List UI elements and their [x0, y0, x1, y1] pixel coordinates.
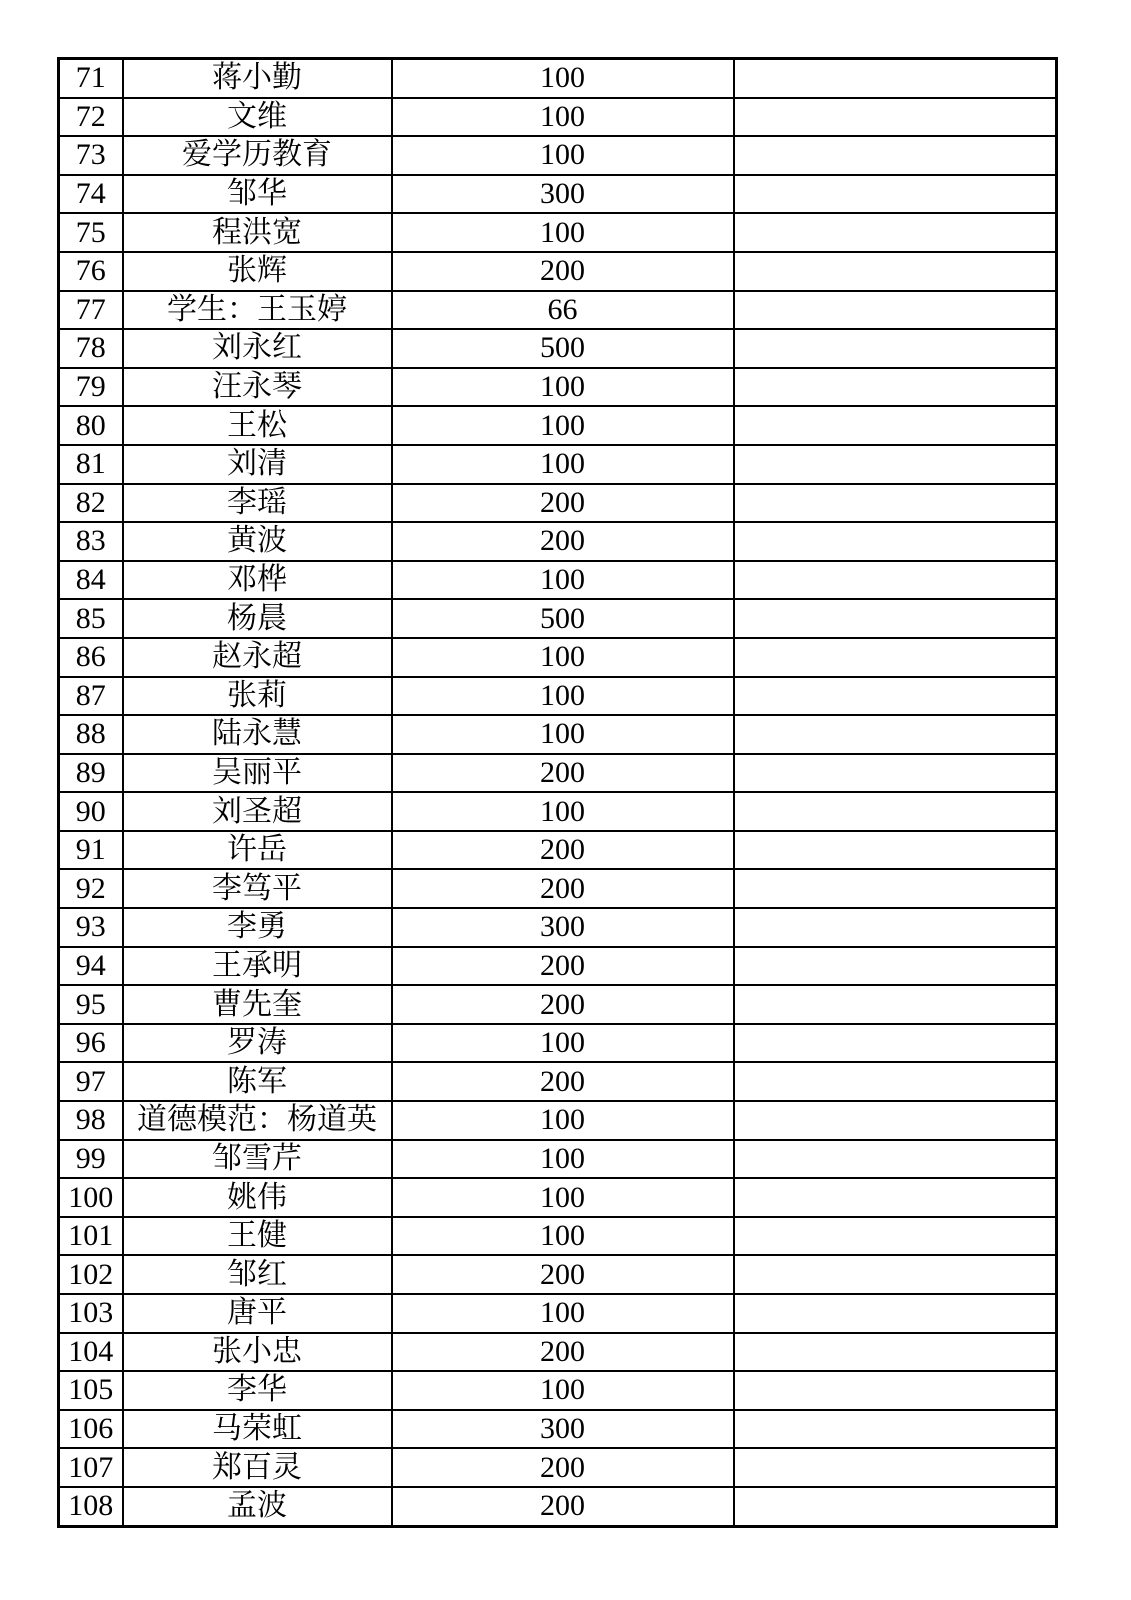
table-row: [59, 1062, 1057, 1101]
note-cell: [734, 792, 1057, 831]
table-row: [59, 985, 1057, 1024]
amount-cell: 100: [392, 677, 734, 716]
note-cell: [734, 599, 1057, 638]
amount-cell: 100: [392, 1294, 734, 1333]
table-row: [59, 1255, 1057, 1294]
table-row: [59, 98, 1057, 137]
document-page: [57, 57, 1058, 1528]
amount-cell: 200: [392, 1448, 734, 1487]
name-cell: 邓桦: [123, 561, 392, 600]
table-row: [59, 1448, 1057, 1487]
table-row: [59, 908, 1057, 947]
name-cell: 姚伟: [123, 1178, 392, 1217]
table-row: [59, 406, 1057, 445]
table-row: [59, 329, 1057, 368]
note-cell: [734, 291, 1057, 330]
name-cell: 陆永慧: [123, 715, 392, 754]
row-number-cell: 98: [59, 1101, 123, 1140]
note-cell: [734, 1487, 1057, 1526]
row-number-cell: 71: [59, 59, 123, 98]
note-cell: [734, 1371, 1057, 1410]
row-number-cell: 86: [59, 638, 123, 677]
row-number-cell: 90: [59, 792, 123, 831]
amount-cell: 100: [392, 213, 734, 252]
name-cell: 黄波: [123, 522, 392, 561]
row-number-cell: 85: [59, 599, 123, 638]
row-number-cell: 94: [59, 947, 123, 986]
amount-cell: 300: [392, 908, 734, 947]
note-cell: [734, 715, 1057, 754]
donation-table: [57, 57, 1058, 1528]
row-number-cell: 79: [59, 368, 123, 407]
row-number-cell: 83: [59, 522, 123, 561]
table-row: [59, 599, 1057, 638]
note-cell: [734, 754, 1057, 793]
amount-cell: 100: [392, 561, 734, 600]
row-number-cell: 102: [59, 1255, 123, 1294]
amount-cell: 100: [392, 1371, 734, 1410]
table-row: [59, 1371, 1057, 1410]
name-cell: 程洪宽: [123, 213, 392, 252]
name-cell: 王松: [123, 406, 392, 445]
amount-cell: 100: [392, 1140, 734, 1179]
table-row: [59, 869, 1057, 908]
name-cell: 曹先奎: [123, 985, 392, 1024]
amount-cell: 100: [392, 368, 734, 407]
table-row: [59, 368, 1057, 407]
row-number-cell: 84: [59, 561, 123, 600]
table-row: [59, 1294, 1057, 1333]
table-body: [59, 59, 1057, 1527]
note-cell: [734, 908, 1057, 947]
name-cell: 邹红: [123, 1255, 392, 1294]
row-number-cell: 93: [59, 908, 123, 947]
amount-cell: 200: [392, 947, 734, 986]
name-cell: 王承明: [123, 947, 392, 986]
name-cell: 刘圣超: [123, 792, 392, 831]
note-cell: [734, 985, 1057, 1024]
row-number-cell: 108: [59, 1487, 123, 1526]
amount-cell: 300: [392, 1410, 734, 1449]
note-cell: [734, 831, 1057, 870]
amount-cell: 100: [392, 445, 734, 484]
amount-cell: 500: [392, 599, 734, 638]
name-cell: 李瑶: [123, 484, 392, 523]
name-cell: 孟波: [123, 1487, 392, 1526]
amount-cell: 500: [392, 329, 734, 368]
note-cell: [734, 1101, 1057, 1140]
name-cell: 张辉: [123, 252, 392, 291]
note-cell: [734, 869, 1057, 908]
name-cell: 许岳: [123, 831, 392, 870]
name-cell: 张小忠: [123, 1333, 392, 1372]
note-cell: [734, 213, 1057, 252]
amount-cell: 100: [392, 715, 734, 754]
note-cell: [734, 947, 1057, 986]
note-cell: [734, 445, 1057, 484]
amount-cell: 200: [392, 252, 734, 291]
row-number-cell: 95: [59, 985, 123, 1024]
table-row: [59, 136, 1057, 175]
table-row: [59, 59, 1057, 98]
name-cell: 邹雪芹: [123, 1140, 392, 1179]
table-row: [59, 522, 1057, 561]
name-cell: 马荣虹: [123, 1410, 392, 1449]
table-row: [59, 484, 1057, 523]
amount-cell: 200: [392, 831, 734, 870]
table-row: [59, 792, 1057, 831]
table-row: [59, 1178, 1057, 1217]
note-cell: [734, 59, 1057, 98]
row-number-cell: 76: [59, 252, 123, 291]
note-cell: [734, 484, 1057, 523]
table-row: [59, 1217, 1057, 1256]
amount-cell: 100: [392, 98, 734, 137]
row-number-cell: 106: [59, 1410, 123, 1449]
table-row: [59, 715, 1057, 754]
amount-cell: 100: [392, 638, 734, 677]
row-number-cell: 104: [59, 1333, 123, 1372]
amount-cell: 200: [392, 484, 734, 523]
row-number-cell: 99: [59, 1140, 123, 1179]
name-cell: 刘永红: [123, 329, 392, 368]
note-cell: [734, 98, 1057, 137]
table-row: [59, 754, 1057, 793]
amount-cell: 66: [392, 291, 734, 330]
row-number-cell: 89: [59, 754, 123, 793]
table-row: [59, 291, 1057, 330]
amount-cell: 300: [392, 175, 734, 214]
name-cell: 李勇: [123, 908, 392, 947]
amount-cell: 100: [392, 1217, 734, 1256]
table-row: [59, 252, 1057, 291]
note-cell: [734, 1217, 1057, 1256]
table-row: [59, 1333, 1057, 1372]
row-number-cell: 81: [59, 445, 123, 484]
row-number-cell: 72: [59, 98, 123, 137]
name-cell: 罗涛: [123, 1024, 392, 1063]
note-cell: [734, 1410, 1057, 1449]
table-row: [59, 1101, 1057, 1140]
note-cell: [734, 1140, 1057, 1179]
name-cell: 邹华: [123, 175, 392, 214]
note-cell: [734, 329, 1057, 368]
row-number-cell: 96: [59, 1024, 123, 1063]
name-cell: 李笃平: [123, 869, 392, 908]
note-cell: [734, 252, 1057, 291]
row-number-cell: 97: [59, 1062, 123, 1101]
table-row: [59, 1410, 1057, 1449]
row-number-cell: 101: [59, 1217, 123, 1256]
name-cell: 道德模范：杨道英: [123, 1101, 392, 1140]
note-cell: [734, 638, 1057, 677]
row-number-cell: 105: [59, 1371, 123, 1410]
name-cell: 蒋小勤: [123, 59, 392, 98]
table-row: [59, 1487, 1057, 1526]
amount-cell: 100: [392, 406, 734, 445]
name-cell: 吴丽平: [123, 754, 392, 793]
amount-cell: 100: [392, 1024, 734, 1063]
note-cell: [734, 1024, 1057, 1063]
row-number-cell: 88: [59, 715, 123, 754]
note-cell: [734, 1062, 1057, 1101]
name-cell: 陈军: [123, 1062, 392, 1101]
amount-cell: 100: [392, 59, 734, 98]
row-number-cell: 74: [59, 175, 123, 214]
name-cell: 张莉: [123, 677, 392, 716]
table-row: [59, 831, 1057, 870]
row-number-cell: 77: [59, 291, 123, 330]
table-row: [59, 561, 1057, 600]
amount-cell: 200: [392, 985, 734, 1024]
note-cell: [734, 561, 1057, 600]
name-cell: 赵永超: [123, 638, 392, 677]
row-number-cell: 100: [59, 1178, 123, 1217]
row-number-cell: 82: [59, 484, 123, 523]
name-cell: 刘清: [123, 445, 392, 484]
amount-cell: 200: [392, 1062, 734, 1101]
note-cell: [734, 175, 1057, 214]
amount-cell: 100: [392, 792, 734, 831]
table-row: [59, 638, 1057, 677]
note-cell: [734, 1255, 1057, 1294]
amount-cell: 100: [392, 1101, 734, 1140]
table-row: [59, 445, 1057, 484]
amount-cell: 200: [392, 1255, 734, 1294]
amount-cell: 100: [392, 1178, 734, 1217]
row-number-cell: 87: [59, 677, 123, 716]
table-row: [59, 1140, 1057, 1179]
name-cell: 李华: [123, 1371, 392, 1410]
table-row: [59, 677, 1057, 716]
row-number-cell: 78: [59, 329, 123, 368]
note-cell: [734, 1448, 1057, 1487]
note-cell: [734, 677, 1057, 716]
amount-cell: 200: [392, 1487, 734, 1526]
table-row: [59, 213, 1057, 252]
name-cell: 郑百灵: [123, 1448, 392, 1487]
name-cell: 爱学历教育: [123, 136, 392, 175]
note-cell: [734, 1333, 1057, 1372]
note-cell: [734, 1294, 1057, 1333]
row-number-cell: 103: [59, 1294, 123, 1333]
note-cell: [734, 406, 1057, 445]
table-row: [59, 1024, 1057, 1063]
amount-cell: 200: [392, 869, 734, 908]
name-cell: 汪永琴: [123, 368, 392, 407]
row-number-cell: 92: [59, 869, 123, 908]
row-number-cell: 107: [59, 1448, 123, 1487]
row-number-cell: 91: [59, 831, 123, 870]
name-cell: 文维: [123, 98, 392, 137]
note-cell: [734, 1178, 1057, 1217]
note-cell: [734, 368, 1057, 407]
name-cell: 学生：王玉婷: [123, 291, 392, 330]
name-cell: 唐平: [123, 1294, 392, 1333]
row-number-cell: 73: [59, 136, 123, 175]
row-number-cell: 80: [59, 406, 123, 445]
amount-cell: 200: [392, 1333, 734, 1372]
note-cell: [734, 522, 1057, 561]
amount-cell: 200: [392, 522, 734, 561]
note-cell: [734, 136, 1057, 175]
table-row: [59, 175, 1057, 214]
name-cell: 王健: [123, 1217, 392, 1256]
name-cell: 杨晨: [123, 599, 392, 638]
amount-cell: 100: [392, 136, 734, 175]
amount-cell: 200: [392, 754, 734, 793]
table-row: [59, 947, 1057, 986]
row-number-cell: 75: [59, 213, 123, 252]
